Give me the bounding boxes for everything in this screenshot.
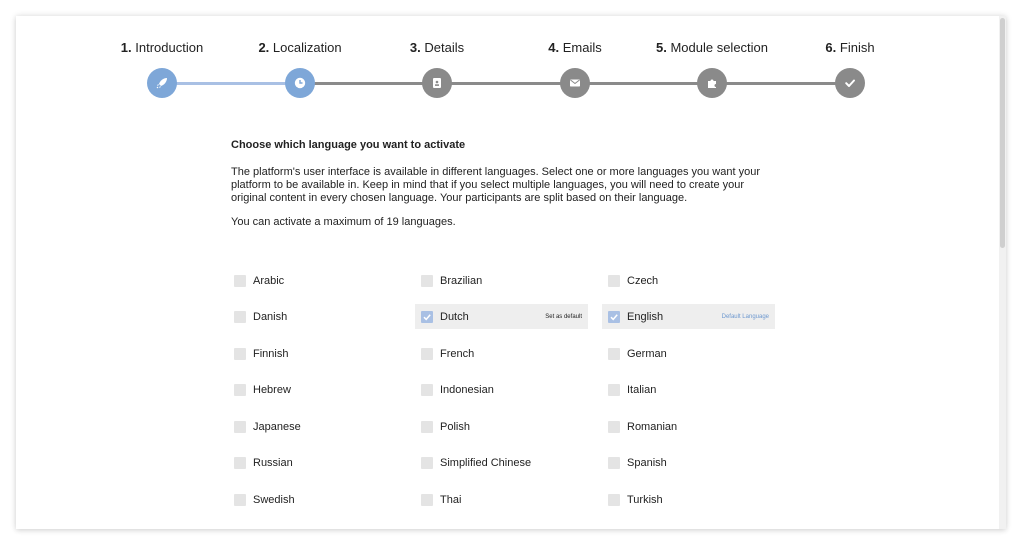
step-1-button[interactable] bbox=[147, 68, 177, 98]
language-option-italian[interactable] bbox=[602, 377, 775, 402]
language-option-thai[interactable] bbox=[415, 487, 588, 512]
language-label: Swedish bbox=[253, 493, 295, 506]
language-label: Italian bbox=[627, 383, 657, 396]
language-label: French bbox=[440, 347, 475, 360]
language-label: Danish bbox=[253, 310, 288, 323]
language-label: Brazilian bbox=[440, 274, 483, 287]
step-5-button[interactable] bbox=[697, 68, 727, 98]
rocket-icon bbox=[155, 76, 169, 90]
language-option-swedish[interactable] bbox=[228, 487, 401, 512]
vertical-scrollbar[interactable] bbox=[999, 16, 1006, 529]
step-5-label[interactable]: 5. Module selection bbox=[655, 40, 769, 55]
language-option-english[interactable] bbox=[602, 304, 775, 329]
language-label: Thai bbox=[440, 493, 462, 506]
language-option-danish[interactable] bbox=[228, 304, 401, 329]
language-option-arabic[interactable] bbox=[228, 268, 401, 293]
section-heading: Choose which language you want to activate bbox=[231, 139, 466, 151]
language-label: Romanian bbox=[627, 420, 678, 433]
language-label: German bbox=[627, 347, 667, 360]
checkbox-checked[interactable] bbox=[421, 311, 433, 323]
language-label: Simplified Chinese bbox=[440, 456, 532, 469]
scrollbar-thumb[interactable] bbox=[1000, 18, 1005, 248]
language-label: Japanese bbox=[253, 420, 301, 433]
language-label: Russian bbox=[253, 456, 293, 469]
step-4-label[interactable]: 4. Emails bbox=[548, 40, 602, 55]
checkbox[interactable] bbox=[234, 348, 246, 360]
checkbox[interactable] bbox=[421, 348, 433, 360]
language-label: Polish bbox=[440, 420, 470, 433]
language-label: Czech bbox=[627, 274, 659, 287]
language-option-romanian[interactable] bbox=[602, 414, 775, 439]
language-label: Finnish bbox=[253, 347, 289, 360]
checkbox[interactable] bbox=[234, 311, 246, 323]
step-6-label[interactable]: 6. Finish bbox=[825, 40, 875, 55]
envelope-icon bbox=[568, 76, 582, 90]
checkbox[interactable] bbox=[234, 457, 246, 469]
checkbox[interactable] bbox=[421, 384, 433, 396]
step-4-button[interactable] bbox=[560, 68, 590, 98]
checkbox[interactable] bbox=[608, 384, 620, 396]
language-option-finnish[interactable] bbox=[228, 341, 401, 366]
language-option-simplified-chinese[interactable] bbox=[415, 450, 588, 475]
checkbox-checked[interactable] bbox=[608, 311, 620, 323]
language-label: Hebrew bbox=[253, 383, 291, 396]
limit-note: You can activate a maximum of 19 languages. bbox=[231, 216, 456, 228]
step-2-label[interactable]: 2. Localization bbox=[258, 40, 342, 55]
checkbox[interactable] bbox=[421, 421, 433, 433]
progress-line-done bbox=[162, 82, 300, 85]
check-icon bbox=[843, 76, 857, 90]
step-3-button[interactable] bbox=[422, 68, 452, 98]
checkbox[interactable] bbox=[421, 494, 433, 506]
language-option-russian[interactable] bbox=[228, 450, 401, 475]
step-2-button[interactable] bbox=[285, 68, 315, 98]
checkbox[interactable] bbox=[608, 275, 620, 287]
language-option-spanish[interactable] bbox=[602, 450, 775, 475]
language-option-german[interactable] bbox=[602, 341, 775, 366]
language-option-polish[interactable] bbox=[415, 414, 588, 439]
wizard-card bbox=[16, 16, 1006, 529]
language-label: Spanish bbox=[627, 456, 667, 469]
checkmark-icon bbox=[609, 312, 619, 322]
language-option-brazilian[interactable] bbox=[415, 268, 588, 293]
checkbox[interactable] bbox=[421, 457, 433, 469]
checkbox[interactable] bbox=[608, 457, 620, 469]
checkbox[interactable] bbox=[234, 384, 246, 396]
checkbox[interactable] bbox=[608, 494, 620, 506]
checkbox[interactable] bbox=[234, 275, 246, 287]
language-label: English bbox=[627, 310, 664, 323]
language-option-turkish[interactable] bbox=[602, 487, 775, 512]
language-option-czech[interactable] bbox=[602, 268, 775, 293]
checkmark-icon bbox=[422, 312, 432, 322]
default-language-badge: Default Language bbox=[721, 313, 769, 320]
language-option-hebrew[interactable] bbox=[228, 377, 401, 402]
set-as-default-link[interactable]: Set as default bbox=[545, 313, 582, 320]
checkbox[interactable] bbox=[608, 421, 620, 433]
language-option-japanese[interactable] bbox=[228, 414, 401, 439]
checkbox[interactable] bbox=[608, 348, 620, 360]
checkbox[interactable] bbox=[234, 494, 246, 506]
language-label: Turkish bbox=[627, 493, 663, 506]
language-label: Arabic bbox=[253, 274, 285, 287]
badge-icon bbox=[430, 76, 444, 90]
language-option-indonesian[interactable] bbox=[415, 377, 588, 402]
step-3-label[interactable]: 3. Details bbox=[409, 40, 465, 55]
intro-paragraph: The platform's user interface is available in different languages. Select one or more languages you want your platform to be available in. Keep in mind that if you select multiple languages, you will need to create your original content in every chosen language. Your participants are split based on their language. bbox=[231, 166, 760, 204]
checkbox[interactable] bbox=[421, 275, 433, 287]
language-label: Indonesian bbox=[440, 383, 494, 396]
clock-icon bbox=[293, 76, 307, 90]
language-label: Dutch bbox=[440, 310, 469, 323]
step-1-label[interactable]: 1. Introduction bbox=[120, 40, 204, 55]
step-6-button[interactable] bbox=[835, 68, 865, 98]
checkbox[interactable] bbox=[234, 421, 246, 433]
language-option-dutch[interactable] bbox=[415, 304, 588, 329]
puzzle-icon bbox=[705, 76, 719, 90]
language-option-french[interactable] bbox=[415, 341, 588, 366]
